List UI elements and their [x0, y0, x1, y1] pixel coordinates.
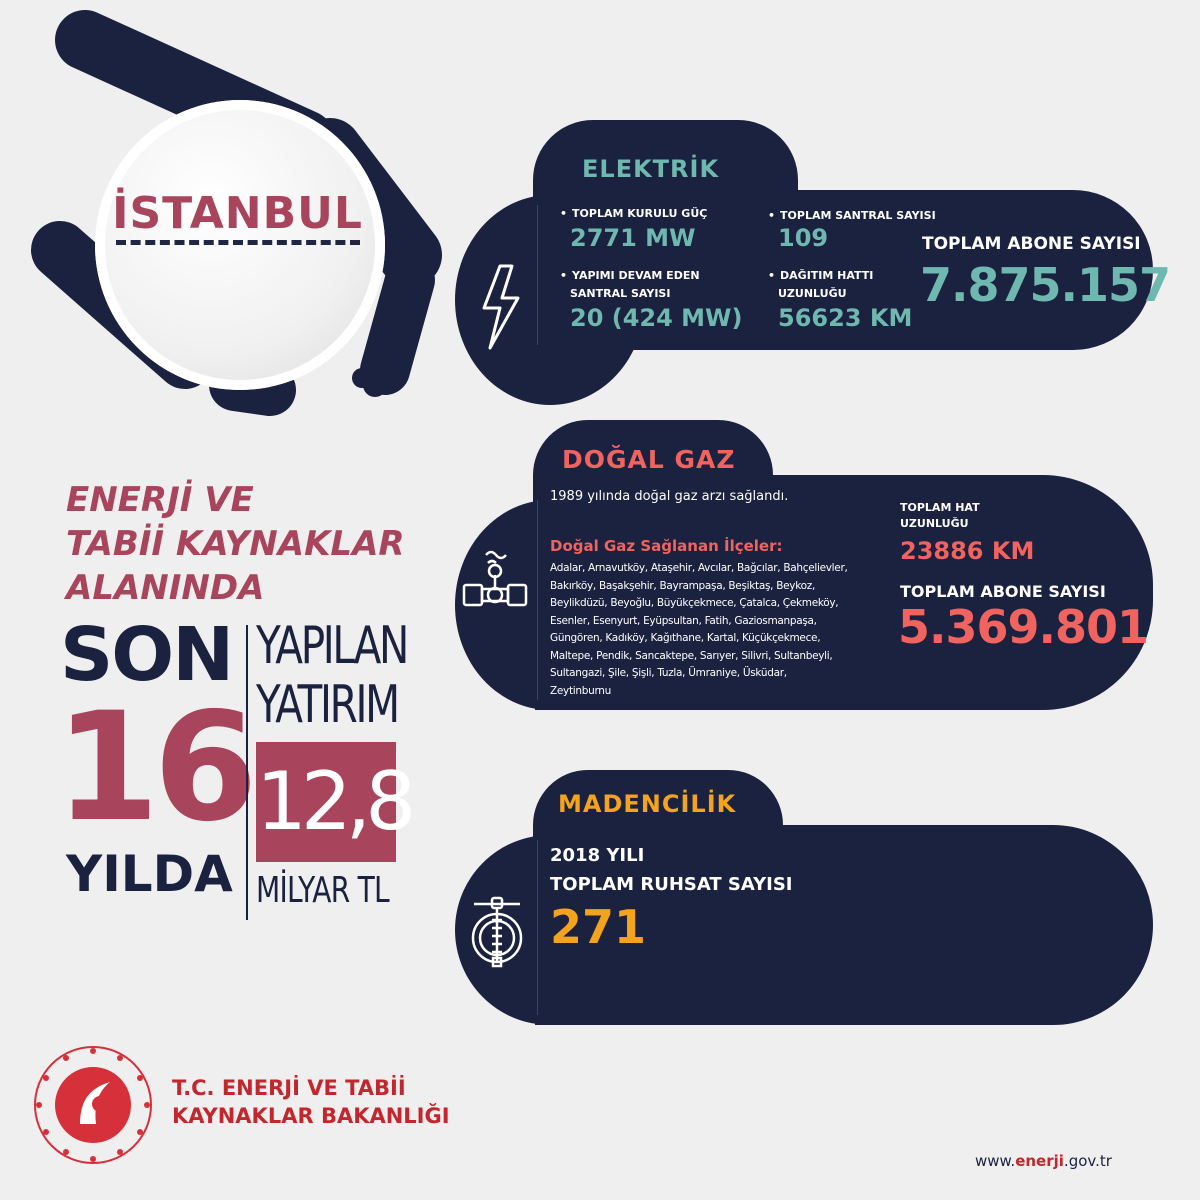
districts-list [550, 560, 848, 700]
under-construction-value: 20 (424 MW) [570, 304, 743, 332]
website-url[interactable] [975, 1152, 1112, 1170]
years-word: YILDA [66, 845, 233, 903]
years-number: 16 [55, 681, 252, 855]
line-length-value: 23886 KM [900, 537, 1035, 565]
city-badge [95, 100, 385, 390]
url-suffix: .gov.tr [1063, 1152, 1112, 1170]
dogalgaz-title: DOĞAL GAZ [562, 445, 736, 474]
mining-label-1: 2018 YILI [550, 845, 645, 866]
ministry-emblem [28, 1040, 158, 1170]
distribution-label-1: • DAĞITIM HATTI [768, 268, 873, 284]
city-name: İSTANBUL [112, 188, 363, 239]
elektrik-subscribers-label: TOPLAM ABONE SAYISI [922, 234, 1141, 254]
district-line: Bakırköy, Başakşehir, Bayrampaşa, Beşiktaş, Beykoz, [550, 579, 815, 592]
installed-power-label: • TOPLAM KURULU GÜÇ [560, 206, 707, 222]
dogalgaz-subscribers-label: TOPLAM ABONE SAYISI [900, 582, 1106, 601]
investment-label-2: YATIRIM [256, 675, 398, 735]
district-line: Beylikdüzü, Beyoğlu, Büyükçekmece, Çatalca, Çekmeköy, [550, 597, 839, 609]
dogalgaz-intro: 1989 yılında doğal gaz arzı sağlandı. [550, 489, 789, 504]
investment-label-1: YAPILAN [256, 616, 408, 676]
ministry-name-line-1: T.C. ENERJİ VE TABİİ [172, 1076, 406, 1100]
son-word: SON [60, 612, 233, 698]
madencilik-title: MADENCİLİK [558, 790, 737, 818]
city-underline [116, 240, 360, 245]
url-prefix: www. [975, 1152, 1016, 1170]
dogalgaz-subscribers-value: 5.369.801 [898, 600, 1148, 654]
distribution-value: 56623 KM [778, 304, 913, 332]
tagline-line-1: ENERJİ VE [66, 480, 254, 520]
district-line: Esenler, Esenyurt, Eyüpsultan, Fatih, Gaziosmanpaşa, [550, 614, 817, 627]
district-line: Zeytinburnu [550, 684, 612, 697]
line-length-label-2: UZUNLUĞU [900, 517, 969, 530]
tagline-line-2: TABİİ KAYNAKLAR [66, 524, 405, 564]
url-domain: enerji [1015, 1152, 1064, 1170]
distribution-label-2: UZUNLUĞU [778, 287, 847, 300]
district-line: Adalar, Arnavutköy, Ataşehir, Avcılar, Bağcılar, Bahçelievler, [550, 562, 848, 574]
elektrik-divider [537, 205, 538, 345]
district-line: Sultangazi, Şile, Şişli, Tuzla, Ümraniye, Üsküdar, [550, 667, 787, 679]
district-line: Güngören, Kadıköy, Kağıthane, Kartal, Küçükçekmece, [550, 632, 821, 644]
under-construction-label-1: • YAPIMI DEVAM EDEN [560, 268, 700, 284]
elektrik-subscribers-value: 7.875.157 [920, 258, 1170, 312]
line-length-label-1: TOPLAM HAT [900, 501, 980, 514]
plant-count-value: 109 [778, 224, 829, 252]
lightning-icon [478, 262, 524, 352]
under-construction-label-2: SANTRAL SAYISI [570, 287, 671, 300]
district-line: Maltepe, Pendik, Sancaktepe, Sarıyer, Silivri, Sultanbeyli, [550, 649, 833, 662]
tagline-line-3: ALANINDA [66, 568, 265, 608]
investment-value: 12,8 [256, 755, 411, 848]
dogalgaz-divider [537, 500, 538, 700]
districts-title: Doğal Gaz Sağlanan İlçeler: [550, 537, 783, 555]
mining-license-count: 271 [550, 900, 647, 954]
installed-power-value: 2771 MW [570, 224, 696, 252]
investment-unit: MİLYAR TL [256, 870, 389, 911]
plant-count-label: • TOPLAM SANTRAL SAYISI [768, 208, 936, 224]
gas-valve-icon [460, 545, 530, 615]
ministry-name-line-2: KAYNAKLAR BAKANLIĞI [172, 1104, 450, 1128]
stats-separator [246, 625, 248, 920]
elektrik-title: ELEKTRİK [582, 155, 720, 183]
mining-label-2: TOPLAM RUHSAT SAYISI [550, 874, 793, 895]
mining-drill-icon [468, 896, 526, 970]
madencilik-divider [537, 840, 538, 1015]
